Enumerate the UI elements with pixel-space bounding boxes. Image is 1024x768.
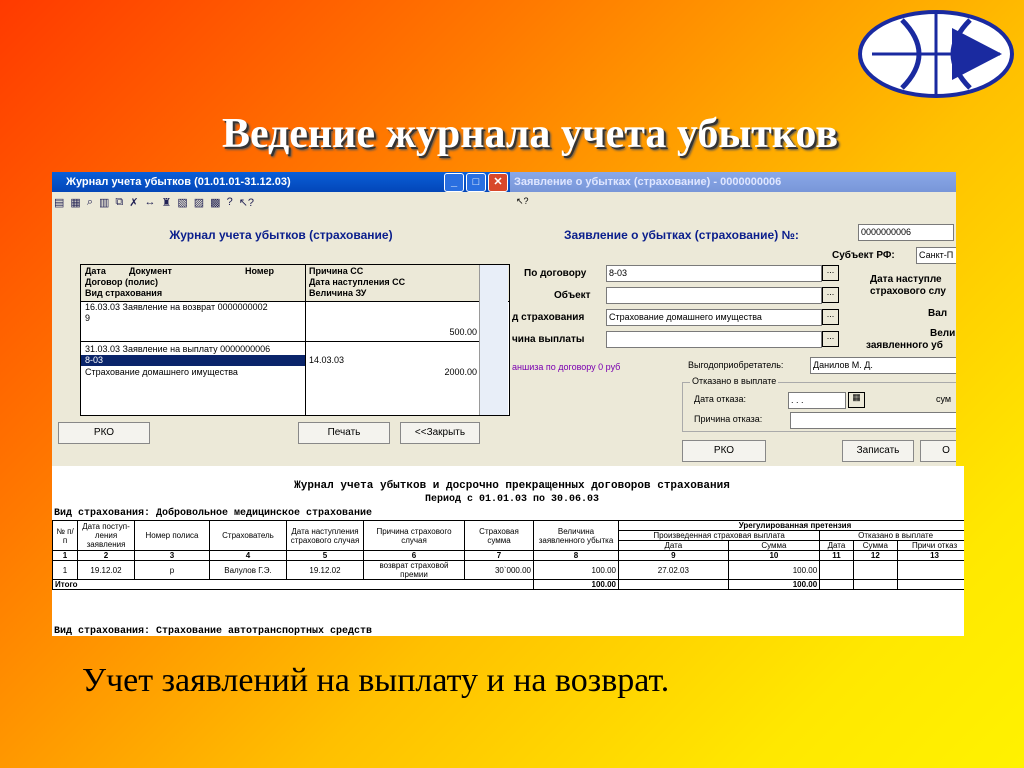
refusal-date-field[interactable]: . . . [788,392,846,409]
slide-title: Ведение журнала учета убытков [221,111,839,157]
hdr-paid-date: Дата [619,541,729,551]
col-document: Документ [129,266,172,276]
save-button[interactable]: Записать [842,440,914,462]
row-amount: 2000.00 [444,367,477,377]
cause-field[interactable] [606,331,822,348]
total-paid: 100.00 [728,580,820,590]
journal-titlebar [52,172,510,192]
refusal-reason-label: Причина отказа: [694,414,763,424]
contract-field[interactable]: 8-03 [606,265,822,282]
table-row[interactable] [81,301,479,341]
total-claim: 100.00 [534,580,619,590]
journal-heading: Журнал учета убытков (страхование) [169,228,393,242]
type-field[interactable]: Страхование домашнего имущества [606,309,822,326]
beneficiary-field[interactable]: Данилов М. Д. [810,357,956,374]
row-type: Страхование домашнего имущества [85,367,238,377]
hdr-refused: Отказано в выплате [820,531,964,541]
contract-label: По договору [524,268,587,279]
report-sheet [52,466,964,636]
row-line2: 9 [85,313,91,323]
column-number: 9 [619,551,729,561]
journal-grid [80,264,510,416]
report-section-1: Вид страхования: Добровольное медицинское страхование [54,508,373,519]
refusal-sum-label: сум [936,394,952,404]
table-row[interactable] [81,343,479,379]
hdr-policy: Номер полиса [135,521,210,551]
table-cell: 100.00 [728,561,820,580]
column-number: 7 [465,551,534,561]
refusal-date-label: Дата отказа: [694,394,747,404]
col-number: Номер [245,266,275,276]
report-table [52,520,964,590]
hdr-paid: Произведенная страховая выплата [619,531,820,541]
claim-titlebar: Заявление о убытках (страхование) - 0000000006 [510,172,956,192]
table-cell [853,561,897,580]
report-section-2: Вид страхования: Страхование автотранспортных средств [54,626,373,636]
refusal-reason-field[interactable] [790,412,956,429]
journal-window [52,172,510,466]
report-title: Журнал учета убытков и досрочно прекращенных договоров страхования [294,480,730,492]
table-cell: 100.00 [534,561,619,580]
col-amount: Величина ЗУ [309,288,367,298]
toolbar-icon[interactable]: ▧ [177,196,188,209]
claim-heading: Заявление о убытках (страхование) №: [564,228,799,242]
event-label-1: Дата наступле [870,274,942,285]
beneficiary-label: Выгодоприобретатель: [688,360,784,370]
search-icon[interactable]: ⌕ [86,195,93,208]
journal-title: Журнал учета убытков (01.01.01-31.12.03) [66,176,291,188]
column-number: 10 [728,551,820,561]
toolbar-icon[interactable]: ↔ [144,196,156,208]
object-field[interactable] [606,287,822,304]
hdr-date: Дата поступ- ления заявления [78,521,135,551]
column-number: 2 [78,551,135,561]
copy-icon[interactable]: ⧉ [115,195,124,208]
object-label: Объект [554,290,591,301]
hdr-regulated: Урегулированная претензия [619,521,965,531]
column-number: 5 [287,551,364,561]
type-lookup-button[interactable]: ... [822,309,839,325]
journal-toolbar [52,192,510,212]
row-event: 14.03.03 [309,355,345,365]
col-type: Вид страхования [85,288,163,298]
claim-window [510,172,956,466]
row-line1: 16.03.03 Заявление на возврат 0000000002 [85,302,268,312]
toolbar-icon[interactable]: ▩ [210,196,221,209]
table-cell: Валулов Г.Э. [210,561,287,580]
table-cell: 19.12.02 [287,561,364,580]
column-number: 11 [820,551,853,561]
column-number: 8 [534,551,619,561]
hdr-num: № п/п [53,521,78,551]
pointer-help-icon[interactable]: ↖? [238,196,255,209]
pointer-help-icon[interactable]: ↖? [516,196,529,206]
toolbar-icon[interactable]: ▥ [98,196,110,209]
close-button[interactable]: <<Закрыть [400,422,480,444]
franchise-text: аншиза по договору 0 руб [512,362,621,372]
table-cell [898,561,964,580]
event-label-2: страхового слу [870,286,946,297]
row-line2: 8-03 [85,355,104,365]
hdr-sum: Страховая сумма [465,521,534,551]
column-number: 3 [135,551,210,561]
table-cell: 30`000.00 [465,561,534,580]
other-button[interactable]: О [920,440,956,462]
claim-number-field[interactable]: 0000000006 [858,224,954,241]
rko-button[interactable]: РКО [58,422,150,444]
rko-button[interactable]: РКО [682,440,766,462]
grid-scrollbar[interactable] [479,265,508,415]
help-icon[interactable]: ? [226,196,233,208]
company-logo [852,8,1016,100]
col-date: Дата [85,266,106,276]
column-number: 6 [364,551,465,561]
toolbar-icon[interactable]: ▨ [193,196,205,209]
hdr-refused-sum: Сумма [853,541,897,551]
delete-icon[interactable]: ✗ [129,196,139,209]
contract-lookup-button[interactable]: ... [822,265,839,281]
table-cell [820,561,853,580]
currency-label: Вал [928,308,948,319]
table-cell: р [135,561,210,580]
cause-label: чина выплаты [512,334,585,345]
minimize-icon[interactable]: _ [444,173,464,192]
calendar-icon[interactable]: ▦ [848,392,865,408]
hdr-insurer: Страхователь [210,521,287,551]
table-cell: возврат страховой премии [364,561,465,580]
subject-field[interactable]: Санкт-П [916,247,956,264]
hdr-claim: Величина заявленного убытка [534,521,619,551]
col-contract: Договор (полис) [85,277,159,287]
toolbar-icon[interactable]: ▤ [54,196,65,209]
report-period: Период с 01.01.03 по 30.06.03 [424,494,600,505]
subject-label: Субъект РФ: [832,250,895,261]
close-icon[interactable]: ✕ [488,173,508,192]
row-amount: 500.00 [449,327,477,337]
claimed-label-1: Вели [930,328,956,339]
claimed-label-2: заявленного уб [866,340,943,351]
hdr-refused-date: Дата [820,541,853,551]
print-button[interactable]: Печать [298,422,390,444]
column-number: 1 [53,551,78,561]
maximize-icon[interactable]: □ [466,173,486,192]
col-event-date: Дата наступления СС [309,277,406,287]
table-cell: 27.02.03 [619,561,729,580]
table-cell: 19.12.02 [78,561,135,580]
hdr-cause: Причина страхового случая [364,521,465,551]
hdr-paid-sum: Сумма [728,541,820,551]
row-line1: 31.03.03 Заявление на выплату 0000000006 [85,344,271,354]
object-lookup-button[interactable]: ... [822,287,839,303]
type-label: д страхования [512,312,585,323]
cause-lookup-button[interactable]: ... [822,331,839,347]
hdr-event-date: Дата наступления страхового случая [287,521,364,551]
table-cell: 1 [53,561,78,580]
column-number: 12 [853,551,897,561]
total-label: Итого [53,580,534,590]
binoculars-icon[interactable]: ♜ [161,196,172,209]
col-cause: Причина СС [309,266,364,276]
slide-caption: Учет заявлений на выплату и на возврат. [82,662,670,699]
column-number: 4 [210,551,287,561]
column-number: 13 [898,551,964,561]
refusal-group-label: Отказано в выплате [692,376,777,386]
toolbar-icon[interactable]: ▦ [70,196,81,209]
hdr-refused-cause: Причи отказ [898,541,964,551]
